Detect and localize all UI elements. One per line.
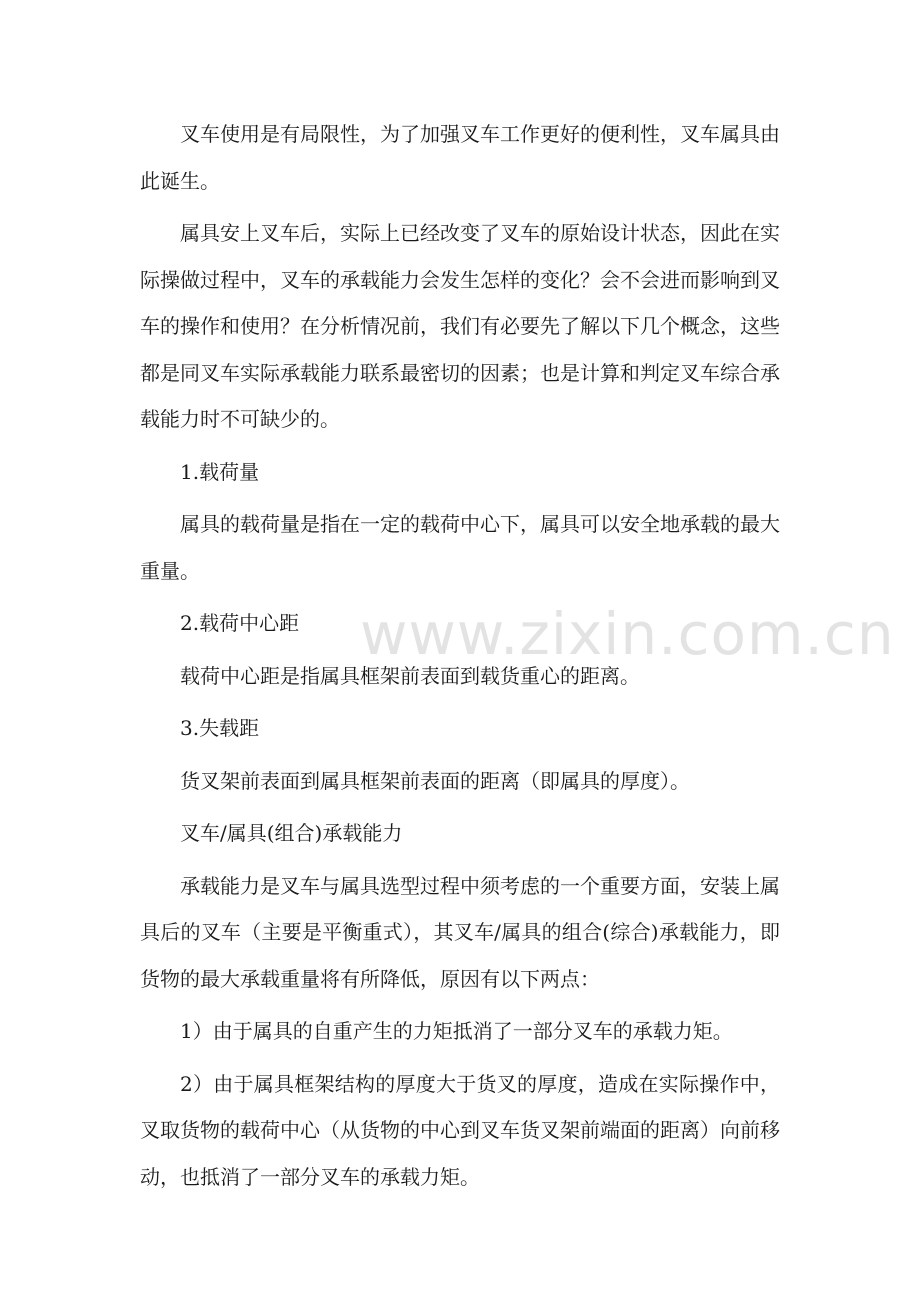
paragraph-reason-two: 2）由于属具框架结构的厚度大于货叉的厚度，造成在实际操作中，叉取货物的载荷中心（从货物的中心到叉车货叉架前端面的距离）向前移动，也抵消了一部分叉车的承载力矩。: [140, 1071, 780, 1189]
paragraph-attachment-effect: 属具安上叉车后，实际上已经改变了叉车的原始设计状态，因此在实际操做过程中，叉车的承载能力会发生怎样的变化？会不会进而影响到叉车的操作和使用？在分析情况前，我们有必要先了解以下几个概念，这些都是同叉车实际承载能力联系最密切的因素；也是计算和判定叉车综合承载能力时不可缺少的。: [140, 221, 780, 431]
paragraph-reason-one: 1）由于属具的自重产生的力矩抵消了一部分叉车的承载力矩。: [180, 1019, 733, 1043]
paragraph-load-center: 载荷中心距是指属具框架前表面到载货重心的距离。: [180, 663, 640, 688]
document-body: [140, 111, 780, 1206]
paragraph-intro: 叉车使用是有局限性，为了加强叉车工作更好的便利性，叉车属具由此诞生。: [140, 122, 780, 193]
heading-load-center: 2.载荷中心距: [180, 611, 300, 635]
paragraph-combined-capacity: 承载能力是叉车与属具选型过程中须考虑的一个重要方面，安装上属具后的叉车（主要是平衡重式），其叉车/属具的组合(综合)承载能力，即货物的最大承载重量将有所降低，原因有以下两点：: [140, 873, 780, 991]
paragraph-load-capacity: 属具的载荷量是指在一定的载荷中心下，属具可以安全地承载的最大重量。: [140, 512, 780, 583]
paragraph-lost-load-distance: 货叉架前表面到属具框架前表面的距离（即属具的厚度）。: [180, 768, 690, 793]
heading-load-capacity: 1.载荷量: [180, 459, 260, 484]
heading-lost-load-distance: 3.失载距: [180, 716, 260, 740]
heading-combined-capacity: 叉车/属具(组合)承载能力: [180, 821, 403, 845]
watermark: www.zixin.com.cn: [360, 600, 895, 668]
